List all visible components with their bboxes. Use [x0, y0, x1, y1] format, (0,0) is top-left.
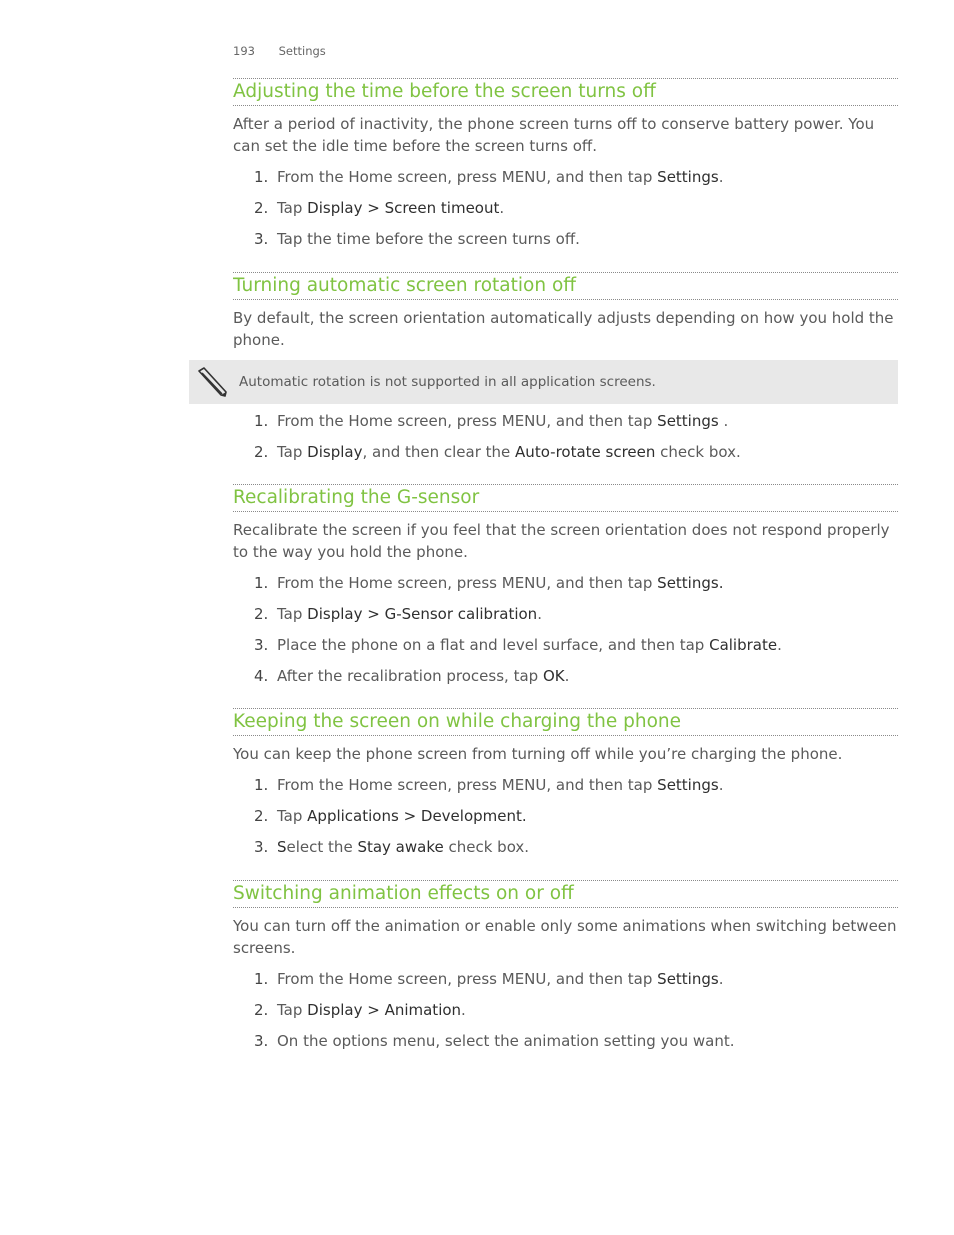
- step-item: 2. Tap Display > Animation.: [254, 1001, 466, 1019]
- step-item: 2. Tap Display, and then clear the Auto-rotate screen check box.: [254, 443, 741, 461]
- step-list: [233, 572, 898, 687]
- section-intro: You can turn off the animation or enable only some animations when switching between screens.: [233, 917, 897, 957]
- section-auto-rotation-steps: [233, 401, 898, 463]
- section-intro: By default, the screen orientation automatically adjusts depending on how you hold the phone.: [233, 309, 894, 349]
- step-item: 1. From the Home screen, press MENU, and then tap Settings.: [254, 776, 724, 794]
- section-heading: Switching animation effects on or off: [233, 880, 898, 908]
- section-intro: Recalibrate the screen if you feel that the screen orientation does not respond properly to the way you hold the phone.: [233, 521, 890, 561]
- running-header: [233, 44, 326, 58]
- step-item: 4. After the recalibration process, tap OK.: [254, 667, 570, 685]
- step-list: [233, 774, 898, 858]
- section-animation: [233, 880, 898, 1052]
- section-heading: Recalibrating the G-sensor: [233, 484, 898, 512]
- step-item: 1. From the Home screen, press MENU, and then tap Settings .: [254, 412, 729, 430]
- step-item: 1. From the Home screen, press MENU, and then tap Settings.: [254, 970, 724, 988]
- section-auto-rotation: [233, 272, 898, 351]
- step-item: 3. On the options menu, select the animation setting you want.: [254, 1032, 735, 1050]
- step-list: [233, 968, 898, 1052]
- step-item: 2. Tap Display > Screen timeout.: [254, 199, 505, 217]
- section-g-sensor: [233, 484, 898, 687]
- pencil-icon: [195, 365, 229, 399]
- section-heading: Keeping the screen on while charging the phone: [233, 708, 898, 736]
- section-intro: You can keep the phone screen from turning off while you’re charging the phone.: [233, 745, 843, 763]
- section-heading: Turning automatic screen rotation off: [233, 272, 898, 300]
- step-item: 1. From the Home screen, press MENU, and then tap Settings.: [254, 574, 724, 592]
- note-text: Automatic rotation is not supported in all application screens.: [239, 374, 656, 390]
- section-screen-timeout: [233, 78, 898, 250]
- step-list: [233, 166, 898, 250]
- step-item: 3. Select the Stay awake check box.: [254, 838, 530, 856]
- note-box: [189, 360, 898, 404]
- step-item: 3. Place the phone on a flat and level surface, and then tap Calibrate.: [254, 636, 782, 654]
- step-item: 1. From the Home screen, press MENU, and then tap Settings.: [254, 168, 724, 186]
- chapter-name: Settings: [278, 44, 326, 58]
- step-item: 2. Tap Display > G-Sensor calibration.: [254, 605, 542, 623]
- step-list: [233, 410, 898, 463]
- section-intro: After a period of inactivity, the phone screen turns off to conserve battery power. You can set the idle time before the screen turns off.: [233, 115, 875, 155]
- step-item: 3. Tap the time before the screen turns off.: [254, 230, 580, 248]
- section-heading: Adjusting the time before the screen turns off: [233, 78, 898, 106]
- page-number: 193: [233, 44, 255, 58]
- step-item: 2. Tap Applications > Development.: [254, 807, 527, 825]
- section-stay-awake: [233, 708, 898, 858]
